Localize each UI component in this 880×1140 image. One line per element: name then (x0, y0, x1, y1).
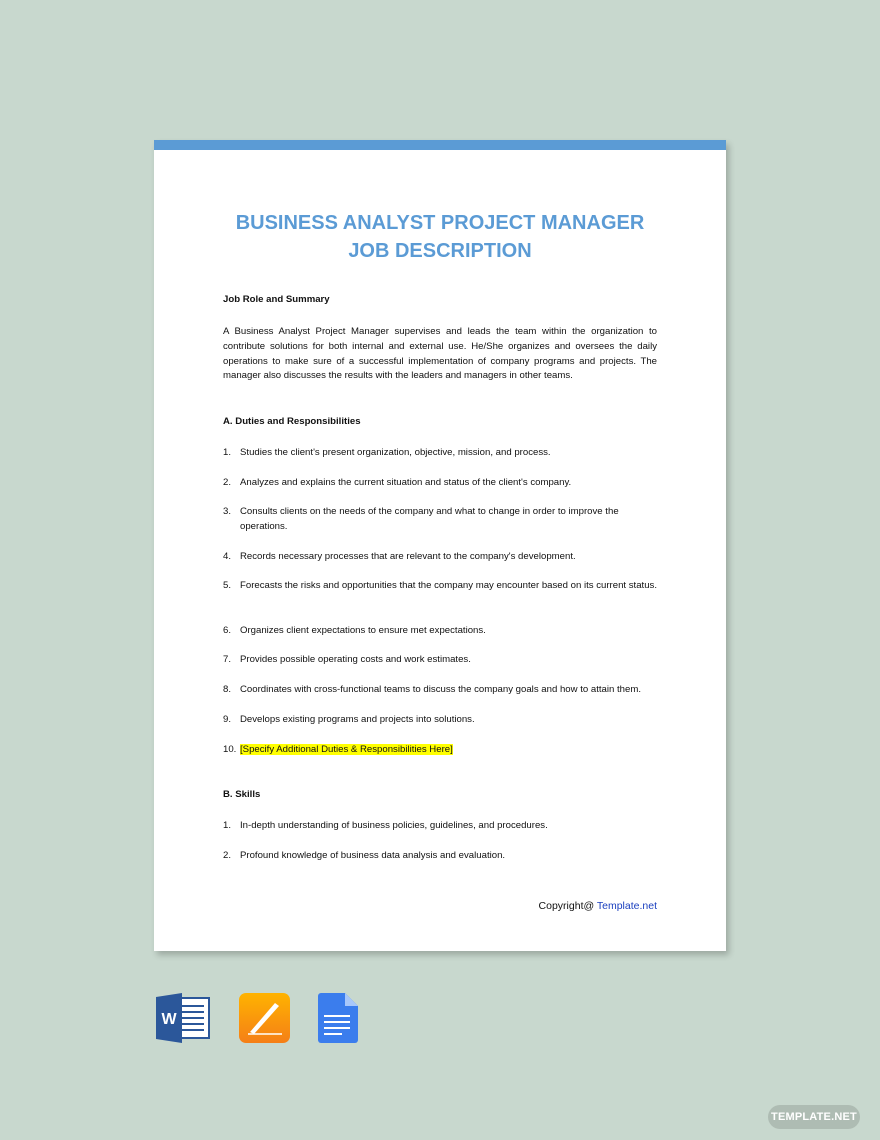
item-number: 1. (223, 820, 232, 831)
skills-list-item (223, 819, 657, 834)
copyright (539, 900, 657, 912)
summary-heading: Job Role and Summary (223, 294, 330, 305)
duties-list-item (223, 683, 657, 698)
item-number: 1. (223, 447, 232, 458)
item-number: 8. (223, 684, 232, 695)
item-text: Profound knowledge of business data analysis and evaluation. (240, 850, 506, 861)
item-number: 3. (223, 506, 232, 517)
duties-list-item (223, 713, 657, 728)
item-text: In-depth understanding of business policies, guidelines, and procedures. (240, 820, 548, 831)
copyright-prefix: Copyright@ (538, 900, 597, 912)
google-docs-icon[interactable] (318, 993, 358, 1043)
document-title-line2: JOB DESCRIPTION (348, 240, 532, 262)
item-number: 10. (223, 744, 237, 755)
item-text: Analyzes and explains the current situation and status of the client's company. (240, 477, 572, 488)
item-text: Consults clients on the needs of the company and what to change in order to improve the operations. (240, 506, 619, 532)
item-number: 6. (223, 625, 232, 636)
duties-heading: A. Duties and Responsibilities (223, 416, 361, 427)
template-net-badge[interactable]: TEMPLATE.NET (768, 1105, 860, 1129)
item-text: Organizes client expectations to ensure met expectations. (240, 625, 486, 636)
duties-list-item (223, 743, 657, 758)
item-number: 9. (223, 714, 232, 725)
duties-list-item (223, 476, 657, 491)
item-number: 2. (223, 850, 232, 861)
item-number: 2. (223, 477, 232, 488)
item-number: 5. (223, 580, 232, 591)
item-text: Coordinates with cross-functional teams to discuss the company goals and how to attain them. (240, 684, 642, 695)
skills-heading: B. Skills (223, 789, 261, 800)
duties-list-item (223, 505, 657, 535)
duties-list-item (223, 446, 657, 461)
duties-list-item (223, 653, 657, 668)
item-number: 4. (223, 551, 232, 562)
item-text: [Specify Additional Duties & Responsibilities Here] (240, 744, 453, 755)
document-title-line1: BUSINESS ANALYST PROJECT MANAGER (235, 212, 645, 234)
item-text: Records necessary processes that are relevant to the company's development. (240, 551, 576, 562)
document-page (154, 140, 726, 951)
header-bar (154, 140, 726, 150)
item-text: Develops existing programs and projects into solutions. (240, 714, 475, 725)
word-icon[interactable] (156, 993, 210, 1043)
duties-list-item (223, 550, 657, 565)
item-text: Studies the client's present organization, objective, mission, and process. (240, 447, 551, 458)
item-text: Provides possible operating costs and work estimates. (240, 654, 471, 665)
svg-text:W: W (161, 1011, 177, 1028)
duties-list-item (223, 579, 657, 594)
summary-text: A Business Analyst Project Manager supervises and leads the team within the organization to contribute solutions for both internal and external use. He/She organizes and oversees the daily operations to make sure of a successful implementation of company programs and projects. The manager also discusses the results with the leaders and managers in other teams. (223, 326, 657, 382)
item-text: Forecasts the risks and opportunities that the company may encounter based on its current status. (240, 580, 658, 591)
skills-list-item (223, 849, 657, 864)
item-number: 7. (223, 654, 232, 665)
template-net-link[interactable]: Template.net (596, 900, 657, 912)
duties-list-item (223, 624, 657, 639)
pages-icon[interactable] (239, 993, 290, 1043)
